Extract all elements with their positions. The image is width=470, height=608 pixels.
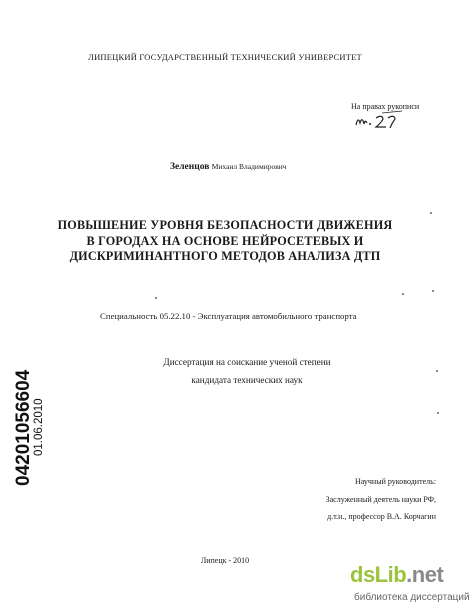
scan-speck	[437, 412, 439, 414]
author-given-names: Михаил Владимирович	[211, 162, 287, 171]
author-surname: Зеленцов	[170, 162, 210, 172]
supervisor-title: Заслуженный деятель науки РФ,	[325, 494, 436, 504]
dissertation-title	[0, 218, 450, 265]
handwritten-signature	[352, 110, 404, 132]
manuscript-rights-note: На правах рукописи	[351, 102, 420, 111]
degree-line: кандидата технических наук	[191, 375, 303, 385]
title-line: В ГОРОДАХ НА ОСНОВЕ НЕЙРОСЕТЕВЫХ И	[86, 233, 364, 248]
logo-tld: .net	[406, 562, 444, 587]
degree-line: Диссертация на соискание ученой степени	[163, 357, 331, 367]
title-line: ПОВЫШЕНИЕ УРОВНЯ БЕЗОПАСНОСТИ ДВИЖЕНИЯ	[57, 218, 393, 232]
supervisor-label: Научный руководитель:	[354, 477, 436, 486]
logo-main: dsLib	[350, 562, 407, 587]
stamp-date: 01.06.2010	[33, 398, 45, 456]
dslib-logo	[350, 562, 443, 588]
scan-speck	[436, 370, 438, 372]
scan-speck	[155, 297, 157, 299]
supervisor-name: д.т.н., профессор В.А. Корчагин	[327, 512, 436, 521]
title-line: ДИСКРИМИНАНТНОГО МЕТОДОВ АНАЛИЗА ДТП	[69, 249, 381, 263]
university-name: ЛИПЕЦКИЙ ГОСУДАРСТВЕННЫЙ ТЕХНИЧЕСКИЙ УНИВЕРСИТЕТ	[88, 52, 362, 62]
library-stamp-number	[8, 352, 44, 488]
stamp-number: 04201056604	[13, 369, 34, 486]
scientific-supervisor	[296, 473, 436, 526]
dslib-tagline: библиотека диссертаций	[354, 592, 470, 603]
scan-speck	[402, 293, 404, 295]
specialty: Специальность 05.22.10 - Эксплуатация автомобильного транспорта	[100, 311, 357, 321]
scan-speck	[430, 212, 432, 214]
degree-statement	[137, 353, 357, 389]
city-year: Липецк - 2010	[200, 556, 250, 565]
author	[170, 162, 287, 172]
scan-speck	[432, 290, 434, 292]
dslib-watermark[interactable]	[344, 562, 470, 608]
